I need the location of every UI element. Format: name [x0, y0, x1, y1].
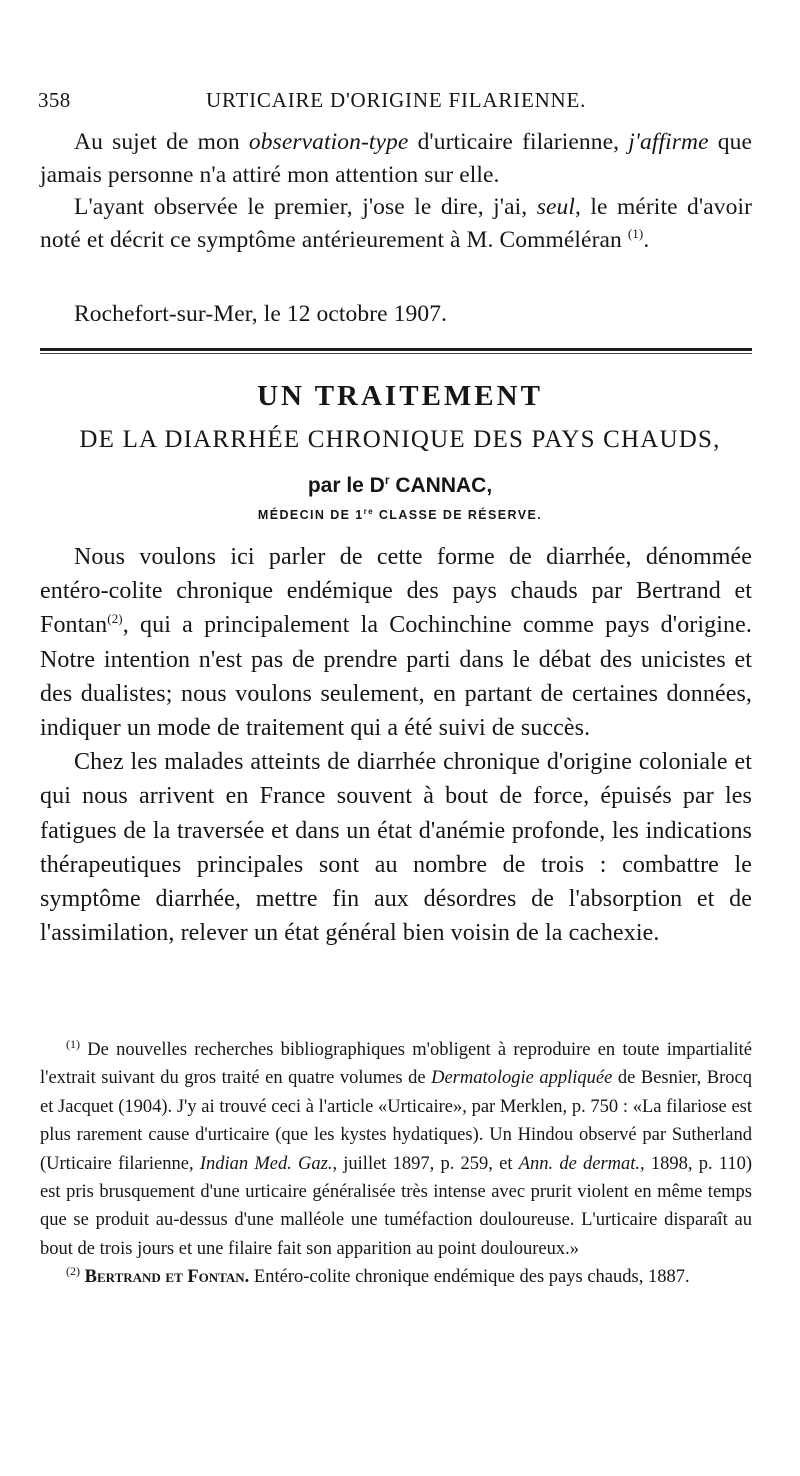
footnote-authors: Bertrand et Fontan.: [80, 1267, 250, 1288]
footnote-ref[interactable]: (1): [627, 225, 644, 241]
text-run: de Besnier, Brocq et Jacquet (1904). J'y ai trouvé ceci à l'article «Urticaire», par Merklen, p. 750 : «La filariose est plus rarement cause d'urticaire (que les kystes hydatiques). Un Hindou observé par Sutherland (Urticaire filarienne,: [40, 1068, 752, 1174]
page-header: [38, 88, 738, 118]
author-line: [0, 474, 800, 498]
section-divider-thin: [40, 353, 752, 354]
paragraph: [40, 191, 752, 256]
footnote-1: [40, 1036, 752, 1263]
footnote-mark: (1): [66, 1036, 80, 1051]
italic-text: seul: [536, 194, 575, 221]
article-title: UN TRAITEMENT: [257, 380, 543, 412]
footnote-ref[interactable]: (2): [107, 611, 123, 627]
paragraph: [40, 126, 752, 191]
text-run: De nouvelles recherches bibliographiques m'obligent à reproduire en toute impartialité l'extrait suivant du gros traité en quatre volumes de: [40, 1040, 752, 1089]
role-sup: re: [363, 506, 374, 516]
page-number: 358: [38, 88, 71, 112]
footnotes: [40, 1036, 752, 1292]
italic-text: Ann. de dermat.: [518, 1153, 641, 1174]
running-title: URTICAIRE D'ORIGINE FILARIENNE.: [206, 88, 587, 112]
signoff-place-date: Rochefort-sur-Mer, le 12 octobre 1907.: [74, 301, 448, 327]
paragraph: Chez les malades atteints de diarrhée chronique d'origine coloniale et qui nous arrivent en France souvent à bout de force, épuisés par les fatigues de la traversée et dans un état d'anémie profonde, les indications thérapeutiques principales sont au nombre de trois : combattre le symptôme diarrhée, mettre fin aux désordres de l'absorption et de l'assimilation, relever un état général bien voisin de la cachexie.: [40, 749, 752, 947]
text-run: Au sujet de mon: [74, 129, 249, 155]
article-body: [40, 540, 752, 950]
previous-article-ending: [40, 126, 752, 256]
text-run: , 1898, p. 110) est pris brusquement d'une urticaire généralisée très intense avec prurit violent en même temps que se produit au-dessus d'une malléole une tuméfaction douloureuse. L'urticaire disparaît au bout de trois jours et une filaire fait son apparition au point douloureux.»: [40, 1153, 752, 1259]
text-run: .: [643, 226, 650, 253]
text-run: , le mérite d'avoir noté et décrit ce symptôme antérieurement à M. Comméléran: [40, 194, 753, 253]
author-sup: r: [384, 473, 390, 487]
text-run: que jamais personne n'a attiré mon attention sur elle.: [40, 129, 752, 188]
author-role: [0, 508, 800, 522]
role-text: MÉDECIN DE 1: [257, 508, 364, 522]
section-divider: [40, 348, 752, 351]
italic-text: observation-type: [248, 129, 409, 155]
author-prefix: par le D: [307, 474, 385, 497]
author-name: CANNAC,: [389, 474, 493, 497]
role-text: CLASSE DE RÉSERVE.: [374, 508, 543, 522]
article-subtitle: DE LA DIARRHÉE CHRONIQUE DES PAYS CHAUDS,: [79, 426, 721, 453]
text-run: L'ayant observée le premier, j'ose le dire, j'ai,: [74, 194, 537, 221]
paragraph: [40, 540, 752, 745]
text-run: Nous voulons ici parler de cette forme de diarrhée, dénommée entéro-colite chronique endémique des pays chauds par Bertrand et Fontan: [40, 544, 752, 639]
footnote-mark: (2): [66, 1264, 80, 1279]
italic-text: Indian Med. Gaz.: [199, 1153, 333, 1174]
italic-text: j'affirme: [628, 129, 709, 155]
italic-text: Dermatologie appliquée: [431, 1068, 613, 1089]
text-run: d'urticaire filarienne,: [408, 129, 629, 155]
text-run: , juillet 1897, p. 259, et: [332, 1153, 519, 1174]
text-run: , qui a principalement la Cochinchine comme pays d'origine. Notre intention n'est pas de prendre parti dans le débat des unicistes et des dualistes; nous voulons seulement, en partant de certaines données, indiquer un mode de traitement qui a été suivi de succès.: [40, 612, 752, 742]
footnote-2: [40, 1263, 752, 1291]
text-run: Entéro-colite chronique endémique des pays chauds, 1887.: [249, 1267, 690, 1288]
